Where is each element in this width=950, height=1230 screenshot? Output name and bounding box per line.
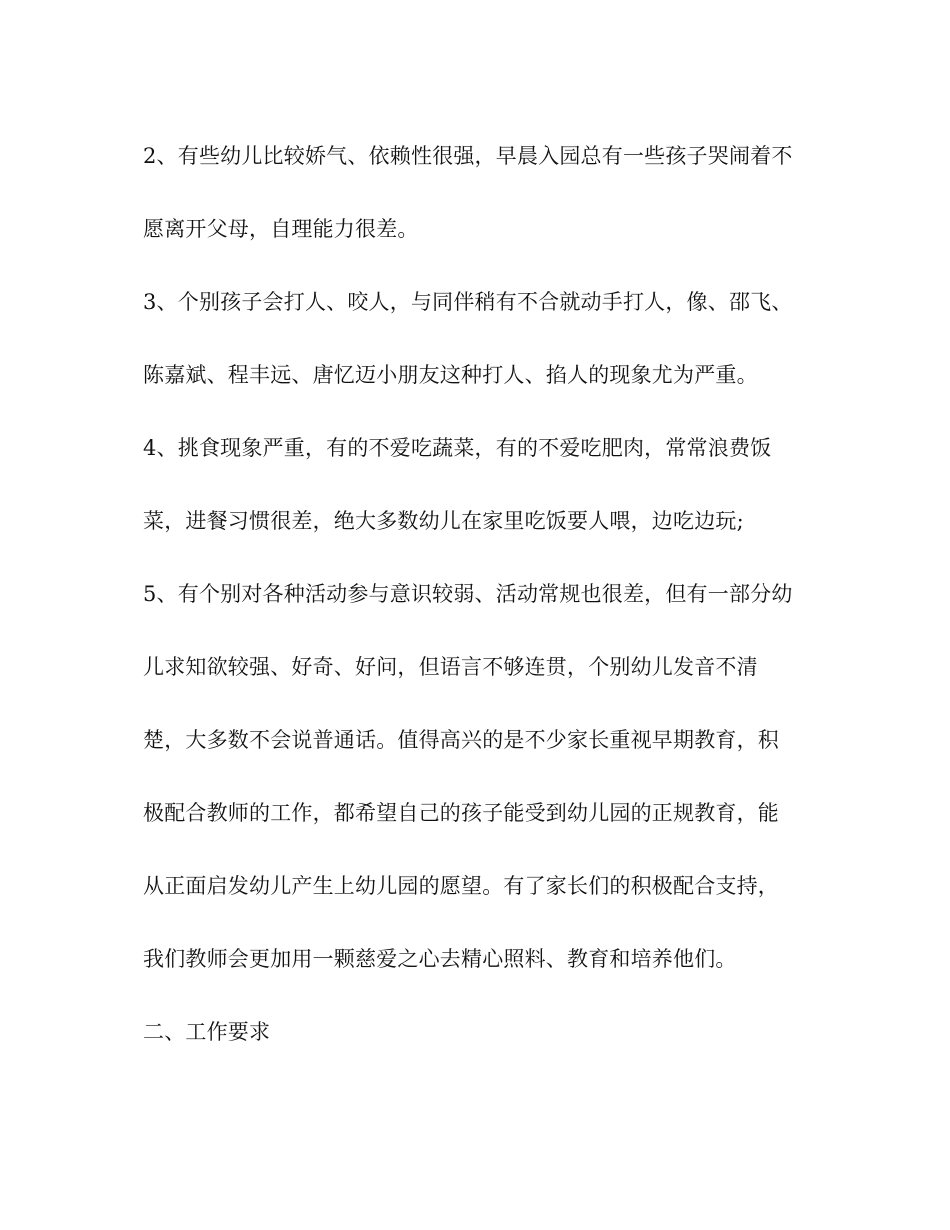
paragraph-line: 3、个别孩子会打人、咬人，与同伴稍有不合就动手打人，像、邵飞、 [143,290,793,314]
paragraph-line: 4、挑食现象严重，有的不爱吃蔬菜，有的不爱吃肥肉，常常浪费饭 [143,436,772,460]
paragraph-line: 陈嘉斌、程丰远、唐忆迈小朋友这种打人、掐人的现象尤为严重。 [143,363,758,387]
paragraph-line: 儿求知欲较强、好奇、好问，但语言不够连贯，个别幼儿发音不清 [143,655,758,679]
paragraph-line: 5、有个别对各种活动参与意识较弱、活动常规也很差，但有一部分幼 [143,582,793,606]
paragraph-line: 楚，大多数不会说普通话。值得高兴的是不少家长重视早期教育，积 [143,728,779,752]
paragraph-line: 极配合教师的工作，都希望自己的孩子能受到幼儿园的正规教育，能 [143,801,779,825]
paragraph-line: 我们教师会更加用一颗慈爱之心去精心照料、教育和培养他们。 [143,947,737,971]
paragraph-line: 2、有些幼儿比较娇气、依赖性很强，早晨入园总有一些孩子哭闹着不 [143,144,793,168]
paragraph-line: 菜，进餐习惯很差，绝大多数幼儿在家里吃饭要人喂，边吃边玩; [143,509,744,533]
paragraph-line: 从正面启发幼儿产生上幼儿园的愿望。有了家长们的积极配合支持， [143,874,779,898]
paragraph-line: 愿离开父母，自理能力很差。 [143,217,419,241]
section-heading: 二、工作要求 [143,1020,271,1044]
